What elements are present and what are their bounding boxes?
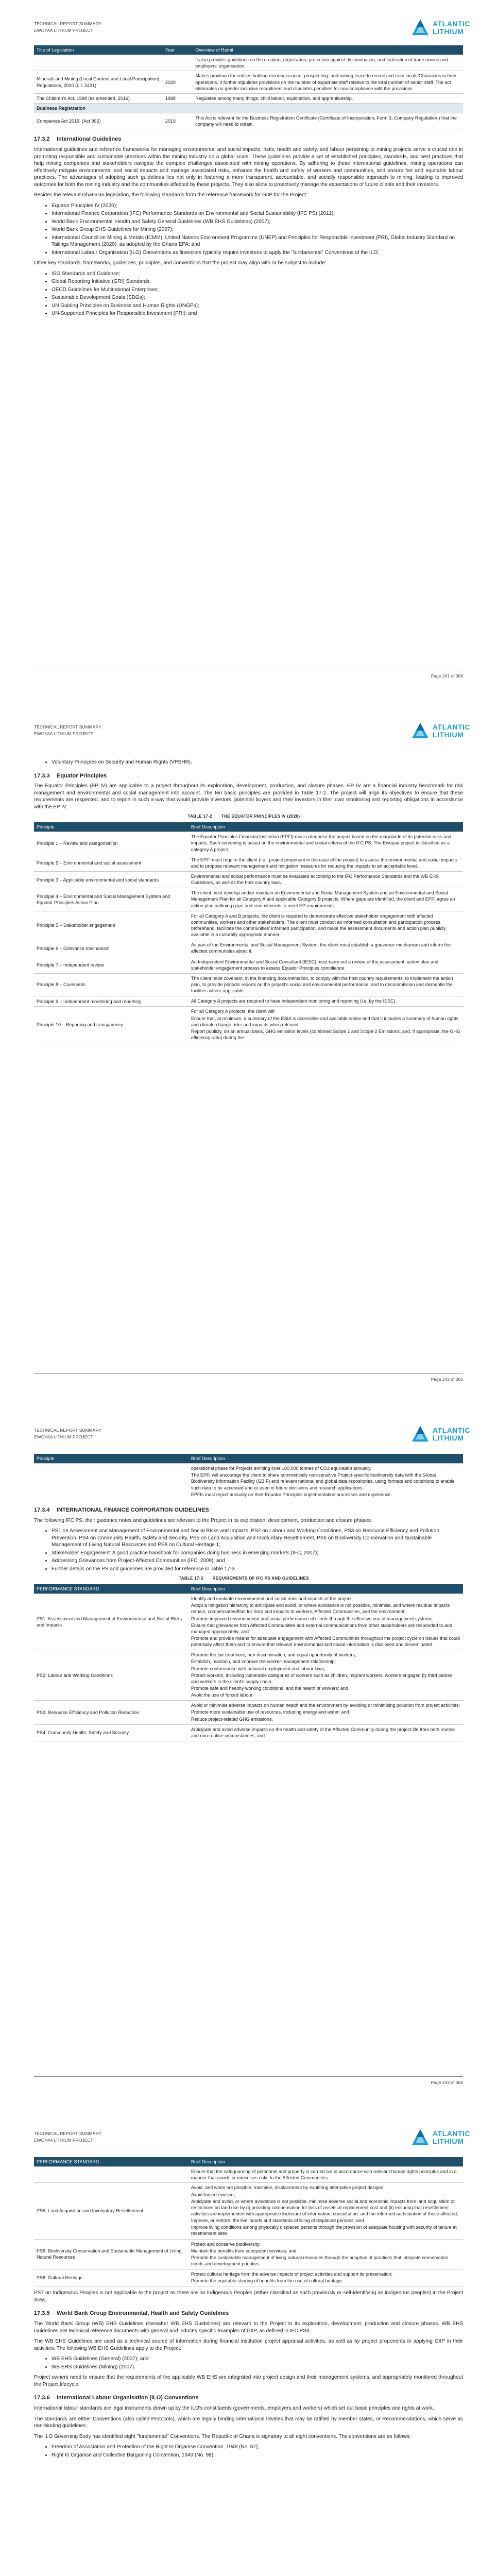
description-line: Protect and conserve biodiversity; <box>191 2241 261 2247</box>
row-description <box>188 996 463 1007</box>
row-label: Principle 5 – Stakeholder engagement <box>34 911 188 940</box>
col-principle: Principle <box>34 822 188 832</box>
description-line: Anticipate and avoid, or where avoidance is not possible, minimise adverse social and economic impacts from land acquisition or restrictions on land use by (i) providing compensation for loss of assets at replacement cost and (ii) ensuring that resettlement activities are implemented with appropriate disclosure of information, consultation, and the informed participation of those affected; <box>191 2198 458 2216</box>
list-item: • PS1 on Assessment and Management of Environmental and Social Risks and Impacts, PS2 on Labour and Working Conditions, PS3 on Resource Efficiency and Pollution Prevention, PS4 on Community Health, Safety and Security, PS5 on Land Acquisition and Involuntary Resettlement, PS6 on Biodiversity Conservation and Sustainable Management of Living Natural Resources and PS8 on Cultural Heritage 1; <box>52 1528 463 1549</box>
logo-triangle-icon <box>410 721 431 741</box>
bullet-list <box>52 270 463 317</box>
header-project-name: EWOYAA LITHIUM PROJECT <box>34 27 93 33</box>
row-description <box>188 2269 463 2286</box>
table-row <box>34 1594 463 1650</box>
list-item: • Equator Principles IV (2020); <box>52 202 463 210</box>
header-project-name: EWOYAA LITHIUM PROJECT <box>34 1434 93 1439</box>
table-row <box>34 2269 463 2286</box>
table-row <box>34 1650 463 1701</box>
paragraph: Besides the relevant Ghanaian legislation, the following standards form the reference framework for GIIP for the Project: <box>34 192 307 198</box>
list-item: • UN Guiding Principles on Business and Human Rights (UNGPs); <box>52 302 463 310</box>
paragraph: The World Bank Group (WB) EHS Guidelines (hereafter WB EHS Guidelines) are relevant to the Project in its exploration, development, production and closure phases. WB EHS Guidelines are technical reference documents with general and industry specific examples of GIIP, as defined in IFC PS3. <box>34 2321 463 2334</box>
row-description <box>188 2239 463 2269</box>
row-label: Principle 10 – Reporting and transparency <box>34 1007 188 1043</box>
row-label: Principle 3 – Applicable environmental and social standards <box>34 871 188 888</box>
list-item: • World Bank Environmental, Health and Safety General Guidelines (WB EHS Guidelines) (2007); <box>52 218 463 226</box>
description-line: As part of the Environmental and Social Management System, the client must establish a grievance mechanism and inform the affected communities about it. <box>191 942 451 954</box>
table-row <box>34 1464 463 1500</box>
list-item: • WB EHS Guidelines (General) (2007); and <box>52 2355 463 2363</box>
logo-word-atlantic: ATLANTIC <box>433 723 470 732</box>
paragraph: Project owners need to ensure that the requirements of the applicable WB EHS are integrated into project design and their management systems, and appropriately monitored throughout the Project lifecycle. <box>34 2375 463 2387</box>
table-row: Minerals and Mining (Local Content and Local Participation) Regulations, 2020 (L.I. 2431) 2020 Makes provision for entities holding reconnaissance, prospecting, and mining lease to recruit and train locals/Ghanaians in their operations. It further stipulates provisions on the number of expatriate staff relative to the total number of senior staff. The act elaborates on gender inclusive recruitment and stipulates penalties for non-compliance with the provisions. <box>34 71 463 93</box>
description-line: Reduce project-related GHG emissions. <box>191 1716 273 1722</box>
description-line: The EPFI must require the client (i.e., project proponent in the case of the project) to assess the environmental and social impacts and to propose relevant management and mitigation measures for reducing the impacts to an acceptable level. <box>191 857 457 869</box>
list-item: • UN-Supported Principles for Responsible Investment (PRI); and <box>52 310 463 317</box>
bullet-list <box>52 1528 463 1572</box>
logo-triangle-icon <box>410 1424 431 1445</box>
list-item: • WB EHS Guidelines (Mining) (2007). <box>52 2364 463 2371</box>
atlantic-lithium-logo <box>410 721 470 741</box>
page-243 <box>0 1406 497 2110</box>
page-244 <box>0 2110 497 2576</box>
row-label: Principle 6 – Grievance mechanism <box>34 940 188 957</box>
description-line: Promote safe and healthy working conditions, and the health of workers; and <box>191 1685 349 1691</box>
table-caption: TABLE 17-2 THE EQUATOR PRINCIPLES IV (2020) <box>187 814 300 819</box>
ifc-ps-table-continued <box>34 2157 463 2286</box>
table-body <box>34 832 463 1043</box>
row-description <box>188 1701 463 1724</box>
paragraph: International guidelines and reference frameworks for managing environmental and social impacts, risks, health and safety, and labour pertaining to mining projects serve a crucial role in promoting responsible and sustainable practices within the mining industry on a global scale. These guidelines provide a set of established principles, standards, and best practices that help mining companies and stakeholders navigate the complex challenges associated with mining operations. By adhering to these international guidelines, mining operations can effectively mitigate environmental and social impacts and manage associated risks, enhance the health and safety of workers and communities, and ensure fair and equitable labour practices. The advantages of adopting such guidelines lies not only in fostering a more transparent, accountable, and socially responsible approach to mining, leading to improved outcomes for both the mining industry and the communities affected by these projects. They also allow to proactively manage the expectations of future clients and their investors. <box>34 147 463 188</box>
page-number: Page 242 of 366 <box>431 1377 463 1382</box>
header-report-title: TECHNICAL REPORT SUMMARY <box>34 21 101 26</box>
page-header <box>34 724 101 737</box>
col-overview: Overview of Remit <box>193 45 463 55</box>
page-header <box>34 1427 101 1440</box>
footer-divider <box>34 1373 463 1374</box>
description-line: Promote the fair treatment, non-discrimination, and equal opportunity of workers; <box>191 1652 356 1658</box>
ifc-ps-table <box>34 1584 463 1741</box>
paragraph: The Equator Principles (EP IV) are applicable to a project throughout its exploration, development, production, and closure phases. EP IV are a financial industry benchmark for risk management and environmental and social management into account. The ten basic principles are provided in Table 17-2. The project will align its objectives to ensure that these requirements are respected, and to report in such a way that would provide investors, potential buyers and their investors in their own monitoring and reporting obligations in accordance with the EP IV. <box>34 783 463 810</box>
row-description <box>188 973 463 996</box>
table-row <box>34 1701 463 1724</box>
description-line: For all Category A projects, the client will: <box>191 1009 276 1014</box>
description-line: The Equator Principles Financial Institution (EPFI) must categorise the project based on the magnitude of its potential risks and impacts. Such screening is based on the environmental and social criteria of the IFC PS. The Ewoyaa project is classified as a category A project. <box>191 834 452 852</box>
paragraph: The following IFC PS, their guidance notes and guidelines are relevant to the Project in its exploration, development, production and closure phases: <box>34 1517 372 1523</box>
description-line: Promote more sustainable use of resources, including energy and water; and <box>191 1709 349 1715</box>
description-line: Environmental and social performance must be evaluated according to the IFC Performance Standards and the WB EHS Guidelines, as well as the host country laws. <box>191 873 439 886</box>
page-content <box>34 1454 463 1741</box>
row-label: Principle 7 – Independent review <box>34 957 188 973</box>
list-item: • Right to Organise and Collective Bargaining Convention, 1949 (No. 98); <box>52 2452 463 2459</box>
page-content <box>34 2157 463 2462</box>
list-item: • Stakeholder Engagement: A good practice handbook for companies doing business in emerging markets (IFC, 2007); <box>52 1550 463 1557</box>
bullet-list <box>52 202 463 257</box>
description-line: Improve living conditions among physically displaced persons through the provision of adequate housing with security of tenure at resettlement sites. <box>191 2225 457 2236</box>
description-line: For all Category A and B projects, the client is required to demonstrate effective stakeholder engagement with affected communities, workers and other stakeholders. The client must conduct an informed consultation and participation process beforehand, facilitate the communities' informed participation, and make the assessment documents and action plan publicly available in a culturally appropriate manner. <box>191 913 446 938</box>
page-241 <box>0 0 497 703</box>
col-description: Brief Description <box>188 822 463 832</box>
row-label: Principle 4 – Environmental and Social Management System and Equator Principles Action Plan <box>34 888 188 911</box>
header-report-title: TECHNICAL REPORT SUMMARY <box>34 2131 101 2136</box>
table-row <box>34 996 463 1007</box>
row-description <box>188 911 463 940</box>
table-caption: TABLE 17-3 REQUIREMENTS OF IFC PS AND GUIDELINES <box>179 1576 309 1581</box>
list-item: • International Finance Corporation (IFC) Performance Standards on Environmental and Social Sustainability (IFC PS) (2012); <box>52 210 463 217</box>
description-line: Ensure that, at minimum, a summary of the ESIA is accessible and available online and that it includes a summary of human rights and climate change risks and impacts when relevant. <box>191 1015 459 1027</box>
header-project-name: EWOYAA LITHIUM PROJECT <box>34 731 93 736</box>
paragraph: Other key standards, frameworks, guidelines, principles, and conventions that the project may align with or be subject to include: <box>34 260 327 266</box>
row-label: Principle 8 – Covenants <box>34 973 188 996</box>
description-line: Promote and provide means for adequate engagement with Affected Communities throughout the project cycle on issues that could potentially affect them and to ensure that relevant environmental and social information is disclosed and disseminated. <box>191 1635 460 1648</box>
section-heading: 17.3.3 Equator Principles <box>34 772 107 779</box>
list-item: • World Bank Group EHS Guidelines for Mining (2007); <box>52 226 463 233</box>
table-row <box>34 855 463 871</box>
list-item: • International Labour Organisation (ILO) Conventions as financiers typically require investees to apply the "fundamental" Conventions of the ILO. <box>52 249 463 257</box>
description-line: Establish, maintain, and improve the worker-management relationship; <box>191 1659 336 1665</box>
table-row: It also provides guidelines on the creation, registration, protection against discrimination, and federation of trade unions and employers' organisation. <box>34 55 463 71</box>
table-row <box>34 1724 463 1741</box>
row-description <box>188 1650 463 1701</box>
list-item: • Global Reporting Initiative (GRI) Standards; <box>52 278 463 285</box>
logo-word-atlantic: ATLANTIC <box>433 1426 470 1435</box>
table-row: Ensure that the safeguarding of personnel and property is carried out in accordance with relevant human rights principles and in a manner that avoids or minimises risks to the Affected Communities. <box>34 2167 463 2183</box>
row-label: Principle 9 – Independent monitoring and reporting <box>34 996 188 1007</box>
page-content <box>34 759 463 1043</box>
col-performance-standard: PERFORMANCE STANDARD <box>34 2157 188 2167</box>
description-line: Avoid, and when not possible, minimise, displacement by exploring alternative project designs; <box>191 2185 385 2191</box>
description-line: Promote conformance with national employment and labour laws; <box>191 1666 325 1671</box>
page-header <box>34 21 101 34</box>
row-description <box>188 957 463 973</box>
col-year: Year <box>163 45 193 55</box>
logo-triangle-icon <box>410 18 431 38</box>
page-number: Page 241 of 366 <box>431 673 463 679</box>
list-item: • Further details on the PS and guidelines are provided for reference in Table 17-3. <box>52 1566 463 1573</box>
row-label: Principle 1 – Review and categorisation <box>34 832 188 855</box>
description-line: Avoid or minimise adverse impacts on human health and the environment by avoiding or minimising pollution from project activities; <box>191 1703 460 1708</box>
row-description <box>188 871 463 888</box>
table-row <box>34 940 463 957</box>
description-line: Avoid the use of forced labour. <box>191 1692 254 1698</box>
table-row <box>34 1007 463 1043</box>
description-line: Adopt a mitigation hierarchy to anticipate and avoid, or where avoidance is not possible, minimise, and where residual impacts remain, compensate/offset for risks and impacts to workers, Affected Communities, and the environment; <box>191 1603 450 1615</box>
description-line: Promote improved environmental and social performance of clients through the effective use of management systems; <box>191 1616 434 1621</box>
description-line: An Independent Environmental and Social Consultant (IESC) must carry out a review of the assessment, action plan and stakeholder engagement process to assess Equator Principles compliance. <box>191 959 439 971</box>
row-description <box>188 888 463 911</box>
col-description: Brief Description <box>188 2157 463 2167</box>
description-line: Protect cultural heritage from the adverse impacts of project activities and support its preservation; <box>191 2272 393 2277</box>
table-row <box>34 973 463 996</box>
description-line: Avoid forced eviction; <box>191 2192 235 2197</box>
col-principle: Principle <box>34 1454 188 1464</box>
row-label: PS3: Resource Efficiency and Pollution Reduction <box>34 1701 188 1724</box>
description-line: Ensure that grievances from Affected Communities and external communications from other stakeholders are responded to and managed appropriately; and <box>191 1622 452 1634</box>
table-row <box>34 2183 463 2239</box>
description-line: Promote the equitable sharing of benefits from the use of cultural heritage. <box>191 2278 344 2284</box>
col-performance-standard: PERFORMANCE STANDARD <box>34 1584 188 1594</box>
section-heading: 17.3.5 World Bank Group Environmental, Health and Safety Guidelines <box>34 2310 229 2317</box>
description-line: Anticipate and avoid adverse impacts on the health and safety of the Affected Community during the project life from both routine and non-routine circumstances; and <box>191 1726 455 1738</box>
col-description: Brief Description <box>188 1454 463 1464</box>
logo-word-lithium: LITHIUM <box>433 1434 464 1442</box>
paragraph: PS7 on Indigenous Peoples is not applicable to the project as there are no Indigenous Peoples (either classified as such previously or self-identifying as indigenous peoples) in the Project Area. <box>34 2290 463 2303</box>
row-label: PS1: Assessment and Management of Environmental and Social Risks and Impacts <box>34 1594 188 1650</box>
table-body <box>34 1594 463 1741</box>
legislation-table <box>34 45 463 129</box>
table-row <box>34 888 463 911</box>
row-description <box>188 940 463 957</box>
equator-principles-table <box>34 822 463 1043</box>
page-content <box>34 45 463 321</box>
header-report-title: TECHNICAL REPORT SUMMARY <box>34 724 101 730</box>
col-title: Title of Legislation <box>34 45 163 55</box>
bullet-list <box>52 2444 463 2459</box>
bullet-list <box>52 759 463 766</box>
logo-word-lithium: LITHIUM <box>433 731 464 739</box>
logo-triangle-icon <box>410 2127 431 2148</box>
row-description <box>188 832 463 855</box>
logo-word-lithium: LITHIUM <box>433 27 464 36</box>
paragraph: The WB EHS Guidelines are used as a technical source of information during financial institution project appraisal activities, as well as by project proponents in applying GIIP in their activities. The following WB EHS Guidelines apply to the Project: <box>34 2338 463 2351</box>
table-row <box>34 957 463 973</box>
table-row: Companies Act 2019, (Act 992) 2019 This Act is relevant for the Business Registration Certificate (Certificate of Incorporation, Form 3, Company Regulation.) that the company will need to obtain. <box>34 113 463 129</box>
logo-word-lithium: LITHIUM <box>433 2137 464 2145</box>
list-item: • Sustainable Development Goals (SDGs); <box>52 294 463 301</box>
list-item: • International Council on Mining & Metals (ICMM), United Nations Environment Programme (UNEP) and Principles for Responsible Investment (PRI), Global Industry Standard on Tailings Management (2020), as adopted by the Ghana EPA; and <box>52 234 463 248</box>
table-row <box>34 2239 463 2269</box>
page-242 <box>0 703 497 1406</box>
atlantic-lithium-logo <box>410 18 470 38</box>
footer-divider <box>34 2076 463 2077</box>
row-description <box>188 1594 463 1650</box>
description-line: Identify and evaluate environmental and social risks and impacts of the project; <box>191 1596 353 1602</box>
list-item: • ISO Standards and Guidance; <box>52 270 463 278</box>
description-line: All Category A projects are required to have independent monitoring and reporting (i.e. by the IESC). <box>191 998 397 1004</box>
logo-word-atlantic: ATLANTIC <box>433 2129 470 2138</box>
row-description <box>188 1724 463 1741</box>
description-line: Maintain the benefits from ecosystem services; and <box>191 2248 297 2253</box>
row-description <box>188 855 463 871</box>
description-line: The client must develop and/or maintain an Environmental and Social Management System and an Environmental and Social Management Plan for all Category A and applicable Category B projects. Where gaps are identified, the client and EPFI agree an action plan outlining gaps and commitments to meet EP requirements. <box>191 890 455 908</box>
description-line: EPFIs must report annually on their Equator Principles implementation processes and experience. <box>191 1492 392 1497</box>
row-label: PS8: Cultural Heritage <box>34 2269 188 2286</box>
list-item: • Freedom of Association and Protection of the Right to Organise Convention, 1948 (No. 87); <box>52 2444 463 2451</box>
row-label: PS5: Land Acquisition and Involuntary Resettlement <box>34 2183 188 2239</box>
row-label: PS6: Biodiversity Conservation and Sustainable Management of Living Natural Resources <box>34 2239 188 2269</box>
description-line: Improve, or restore, the livelihoods and standards of living of displaced persons; and <box>191 2218 364 2224</box>
list-item: • Voluntary Principles on Security and Human Rights (VPSHR). <box>52 759 463 766</box>
table-subheading: Business Registration <box>34 103 463 113</box>
table-body <box>34 2167 463 2286</box>
list-item: • Addressing Grievances from Project-Affected Communities (IFC, 2009); and <box>52 1557 463 1565</box>
table-row <box>34 911 463 940</box>
page-number: Page 243 of 366 <box>431 2080 463 2085</box>
paragraph: The standards are either Conventions (also called Protocols), which are legally binding international treaties that may be ratified by member states, or Recommendations, which serve as non-binding guidelines. <box>34 2416 463 2429</box>
header-project-name: EWOYAA LITHIUM PROJECT <box>34 2137 93 2143</box>
equator-principles-table-continued <box>34 1454 463 1500</box>
table-row: The Children's Act, 1998 (as amended, 2016) 1998 Regulates among many things, child labour, exploitation, and apprenticeship. <box>34 93 463 103</box>
section-heading: 17.3.2 International Guidelines <box>34 136 122 143</box>
atlantic-lithium-logo <box>410 2127 470 2148</box>
paragraph: International labour standards are legal instruments drawn up by the ILO's constituents (governments, employers and workers) which set out basic principles and rights at work. <box>34 2405 434 2412</box>
section-heading: 17.3.6 International Labour Organisation (ILO) Conventions <box>34 2395 199 2401</box>
header-report-title: TECHNICAL REPORT SUMMARY <box>34 1428 101 1433</box>
description-line: The client must covenant, in the financing documentation, to comply with the host country requirements, to implement the action plan, to provide periodic reports on the project's social and environmental performance, and to decommission and dismantle the facilities where applicable. <box>191 975 453 994</box>
logo-word-atlantic: ATLANTIC <box>433 20 470 28</box>
description-line: Promote the sustainable management of living natural resources through the adoption of practices that integrate conservation needs and development priorities. <box>191 2255 449 2266</box>
row-label: PS2: Labour and Working Conditions <box>34 1650 188 1701</box>
bullet-list <box>52 2355 463 2370</box>
row-label: PS4: Community Health, Safety and Security <box>34 1724 188 1741</box>
table-row <box>34 871 463 888</box>
atlantic-lithium-logo <box>410 1424 470 1445</box>
row-description <box>188 1007 463 1043</box>
description-line: The EPFI will encourage the client to share commercially non-sensitive Project-specific biodiversity data with the Global Biodiversity Information Facility (GBIF) and relevant national and global data repositories, using formats and conditions to enable such data to be accessed and re-used in future decisions and research applications. <box>191 1472 455 1490</box>
page-header <box>34 2130 101 2144</box>
row-label: Principle 2 – Environmental and social assessment <box>34 855 188 871</box>
section-heading: 17.3.4 INTERNATIONAL FINANCE CORPORATION GUIDELINES <box>34 1506 209 1513</box>
description-line: operational phase for Projects emitting over 100,000 tonnes of CO2 equivalent annually. <box>191 1466 372 1471</box>
list-item: • OECD Guidelines for Multinational Enterprises; <box>52 286 463 294</box>
description-line: Report publicly, on an annual basis, GHG emission levels (combined Scope 1 and Scope 2 Emissions, and, if appropriate, the GHG efficiency ratio) during the <box>191 1028 460 1040</box>
description-line: Protect workers, including vulnerable categories of workers such as children, migrant workers, workers engaged by third parties, and workers in the client's supply chain; <box>191 1672 454 1684</box>
row-description <box>188 2183 463 2239</box>
paragraph: The ILO Governing Body has identified eight "fundamental" Conventions. The Republic of Ghana is signatory to all eight conventions. The conventions are as follows: <box>34 2433 411 2439</box>
col-description: Brief Description <box>188 1584 463 1594</box>
table-row <box>34 832 463 855</box>
